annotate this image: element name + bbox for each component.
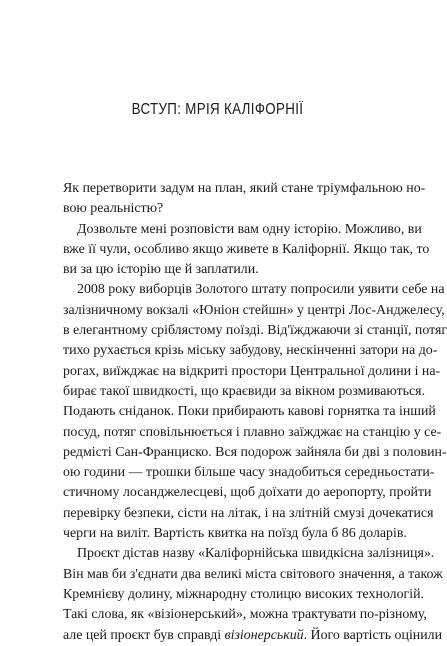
- text-line: вже її чули, особливо якщо живете в Каліфорнії. Якщо так, то: [63, 241, 430, 257]
- text-line: посуд, потяг сповільнюється і плавно заїжджає на станцію у се-: [63, 424, 442, 440]
- text-line: вою реальністю?: [63, 201, 164, 217]
- text-segment: . Його вартість оцінили: [303, 627, 443, 643]
- text-line: Дозвольте мені розповісти вам одну історію. Можливо, ви: [77, 221, 422, 237]
- text-line: бирає такої швидкості, що краєвиди за вікном розмиваються.: [63, 383, 426, 399]
- text-line: [63, 626, 443, 646]
- text-line: ою години — трошки більше часу знадобиться середньостати-: [63, 465, 435, 481]
- text-line: Кремнієву долину, міжнародну столицю високих технологій.: [63, 586, 425, 602]
- text-line: Він мав би з'єднати два великі міста світового значення, а також: [63, 566, 443, 582]
- italic-word: візіонерський: [224, 627, 304, 643]
- text-line: 2008 року виборців Золотого штату попросили уявити себе на: [77, 282, 445, 298]
- text-line: Подають сніданок. Поки прибирають кавові горнятка та інший: [63, 404, 436, 420]
- body-text: [63, 179, 447, 646]
- text-line: в елегантному сріблястому поїзді. Від'їжджаючи зі станції, потяг: [63, 323, 447, 339]
- text-line: залізничному вокзалі «Юніон стейшн» у центрі Лос-Анджелесу,: [63, 302, 445, 318]
- text-line: тихо рухається крізь міську забудову, нескінченні затори на до-: [63, 343, 438, 359]
- text-segment: але цей проєкт був справді: [63, 627, 225, 643]
- text-line: перевірку безпеки, сісти на літак, і на злітній смузі дочекатися: [63, 505, 434, 521]
- chapter-title: ВСТУП: МРІЯ КАЛІФОРНІЇ: [131, 101, 304, 118]
- text-line: Проєкт дістав назву «Каліфорнійська швидкісна залізниця».: [77, 546, 435, 562]
- text-line: черги на виліт. Вартість квитка на поїзд була б 86 доларів.: [63, 526, 407, 542]
- text-line: Такі слова, як «візіонерський», можна трактувати по-різному,: [63, 607, 427, 623]
- text-line: редмісті Сан-Франциско. Вся подорож зайняла би дві з половин-: [63, 444, 447, 460]
- text-line: стичному лосанджелесцеві, щоб доїхати до аеропорту, пройти: [63, 485, 432, 501]
- text-line: рогах, виїжджає на відкриті простори Центральної долини і на-: [63, 363, 441, 379]
- text-line: ви за цю історію ще й заплатили.: [63, 262, 259, 278]
- text-line: Як перетворити задум на план, який стане тріумфальною но-: [63, 181, 426, 196]
